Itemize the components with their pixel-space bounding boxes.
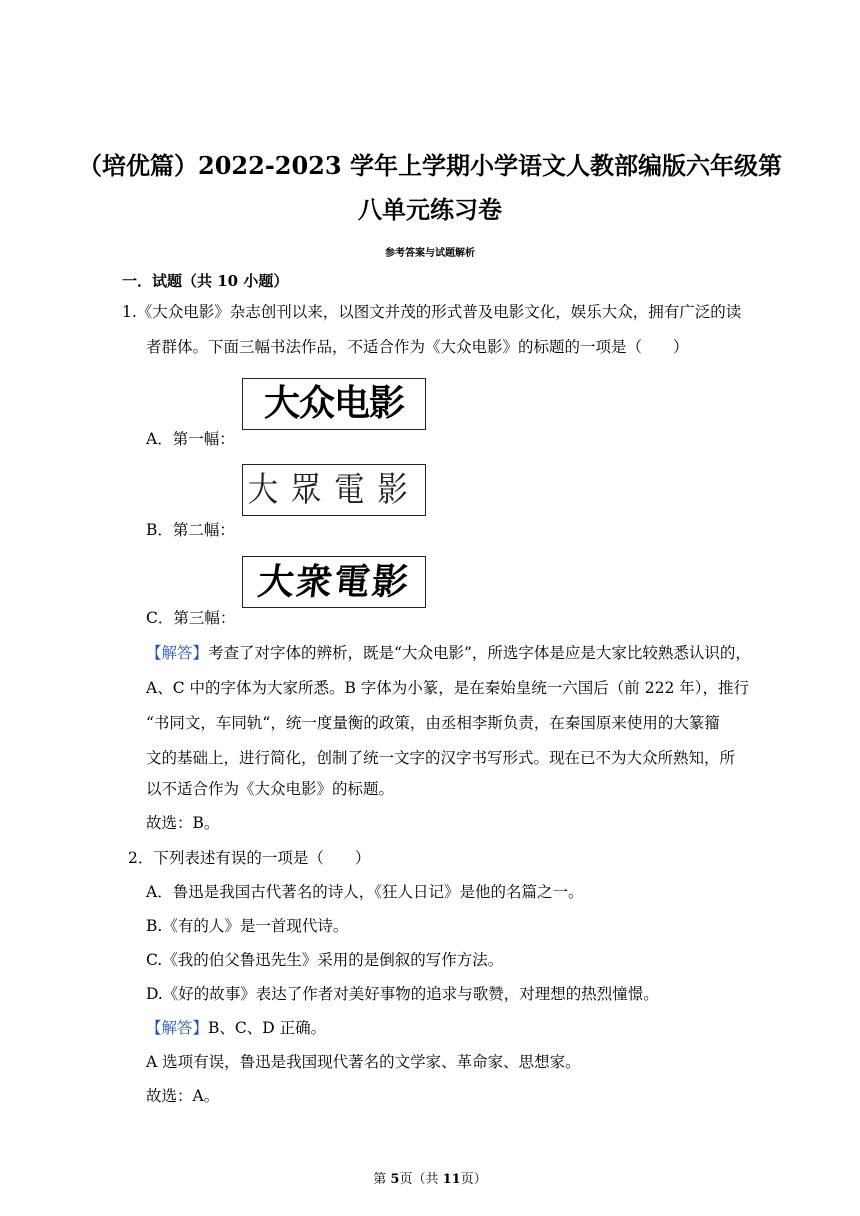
calligraphy-text-a: 大众电影: [263, 383, 404, 424]
q2-option-b: B.《有的人》是一首现代诗。: [146, 917, 349, 935]
footer-middle: 页（共: [399, 1172, 443, 1187]
footer-prefix: 第: [373, 1172, 391, 1187]
q2-stem: 2．下列表述有误的一项是（ ）: [128, 849, 371, 867]
calligraphy-text-c: 大衆電影: [255, 561, 413, 603]
q2-choice: 故选：A。: [146, 1087, 220, 1105]
document-title-line-2: 八单元练习卷: [358, 195, 502, 224]
q2-analysis-text-1: B、C、D 正确。: [208, 1019, 327, 1037]
calligraphy-image-b: [242, 464, 426, 516]
page-footer: [0, 1168, 860, 1187]
q1-stem-line-2: 者群体。下面三幅书法作品，不适合作为《大众电影》的标题的一项是（ ）: [146, 338, 689, 356]
q1-analysis-line-3: “书同文，车同轨“，统一度量衡的政策，由丞相李斯负责，在秦国原来使用的大篆籀: [146, 714, 720, 732]
q1-analysis-text-1: 考查了对字体的辨析，既是“大众电影”，所选字体是应是大家比较熟悉认识的，: [208, 644, 751, 662]
q2-analysis-line-2: A 选项有误，鲁迅是我国现代著名的文学家、革命家、思想家。: [146, 1053, 581, 1071]
q1-option-a: A．第一幅：: [146, 430, 235, 448]
footer-page-number: 5: [390, 1172, 400, 1187]
q1-option-b: B．第二幅：: [146, 521, 235, 539]
q1-analysis-line-1: [146, 641, 751, 663]
q1-option-c: C．第三幅：: [146, 609, 236, 627]
q1-answer-tag: 【解答】: [146, 644, 209, 662]
q2-analysis-line-1: [146, 1016, 326, 1038]
q1-stem-line-1: 1.《大众电影》杂志创刊以来，以图文并茂的形式普及电影文化，娱乐大众，拥有广泛的读: [122, 303, 742, 321]
q2-option-a: A．鲁迅是我国古代著名的诗人，《狂人日记》是他的名篇之一。: [146, 883, 584, 901]
q1-analysis-line-2: A、C 中的字体为大家所悉。B 字体为小篆，是在秦始皇统一六国后（前 222 年），推行: [146, 679, 749, 697]
footer-suffix: 页）: [460, 1172, 487, 1187]
footer-total-pages: 11: [442, 1172, 461, 1187]
calligraphy-image-c: [242, 556, 426, 608]
calligraphy-image-a: [242, 378, 426, 430]
section-heading: 一．试题（共 10 小题）: [122, 272, 289, 290]
q1-choice: 故选：B。: [146, 814, 220, 832]
q2-answer-tag: 【解答】: [146, 1019, 209, 1037]
calligraphy-text-b: 大眾電影: [247, 470, 421, 510]
q1-analysis-line-5: 以不适合作为《大众电影》的标题。: [146, 780, 395, 798]
q1-analysis-line-4: 文的基础上，进行简化，创制了统一文字的汉字书写形式。现在已不为大众所熟知，所: [146, 749, 736, 767]
q2-option-c: C.《我的伯父鲁迅先生》采用的是倒叙的写作方法。: [146, 951, 504, 969]
q2-option-d: D.《好的故事》表达了作者对美好事物的追求与歌赞，对理想的热烈憧憬。: [146, 985, 659, 1003]
document-title-line-1: （培优篇）2022-2023 学年上学期小学语文人教部编版六年级第: [78, 151, 782, 180]
document-subtitle: 参考答案与试题解析: [385, 248, 475, 259]
